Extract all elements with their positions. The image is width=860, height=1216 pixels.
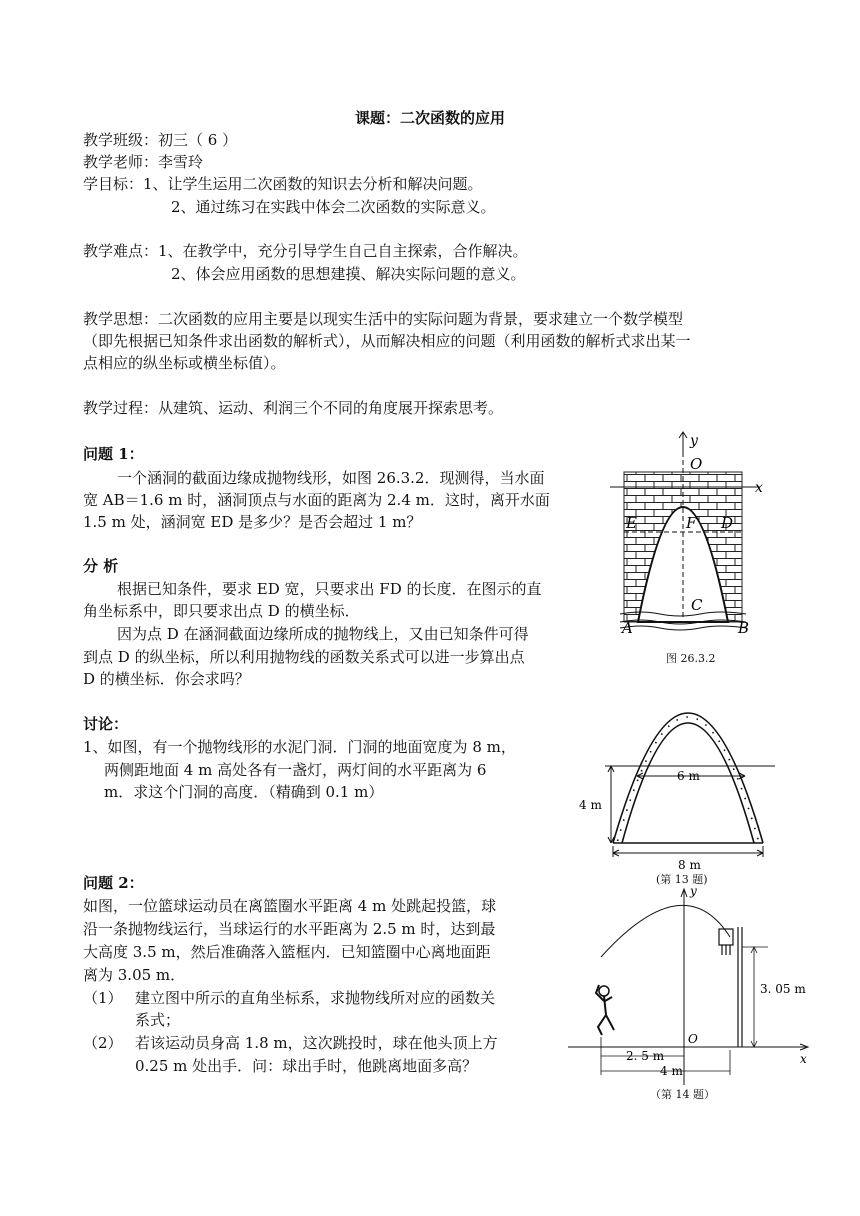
question2-text-1: 若该运动员身高 1.8 m，这次跳投时，球在他头顶上方 (135, 1034, 498, 1052)
problem2-text-1: 如图，一位篮球运动员在离篮圈水平距离 4 m 处跳起投篮，球 (83, 897, 497, 915)
question2-text-2: 0.25 m 处出手．问：球出手时，他跳离地面多高？ (135, 1057, 478, 1075)
culvert-caption: 图 26.3.2 (666, 652, 716, 665)
problem2-text-4: 离为 3.05 m． (83, 966, 186, 984)
process-line: 教学过程：从建筑、运动、利润三个不同的角度展开探索思考。 (83, 399, 504, 417)
question1-text-1: 建立图中所示的直角坐标系，求抛物线所对应的函数关 (135, 989, 496, 1007)
question2-number: （2） (83, 1034, 123, 1052)
distance-2-5-label: 2. 5 m (626, 1049, 665, 1063)
ball-origin-label: O (688, 1032, 698, 1046)
difficulty-line-2: 2、体会应用函数的思想建摸、解决实际问题的意义。 (171, 265, 526, 283)
arch-height-label: 4 m (579, 798, 602, 812)
basketball-figure (568, 885, 813, 1090)
discussion-text-3: m．求这个门洞的高度．（精确到 0.1 m） (104, 783, 384, 801)
analysis-text-4: 到点 D 的纵坐标，所以利用抛物线的函数关系式可以进一步算出点 (83, 648, 525, 666)
culvert-C-label: C (691, 596, 703, 614)
arch-caption: (第 13 题) (656, 873, 708, 886)
discussion-text-2: 两侧距地面 4 m 高处各有一盏灯，两灯间的水平距离为 6 (104, 761, 487, 779)
problem2-text-2: 沿一条抛物线运行，当球运行的水平距离为 2.5 m 时，达到最 (83, 920, 496, 938)
page-title: 课题：二次函数的应用 (354, 109, 505, 127)
culvert-figure (600, 432, 800, 672)
difficulty-line-1: 教学难点：1、在教学中，充分引导学生自己自主探索，合作解决。 (83, 242, 528, 260)
problem1-text-1: 一个涵洞的截面边缘成抛物线形，如图 26.3.2．现测得，当水面 (117, 469, 545, 487)
problem2-heading: 问题 2： (83, 874, 144, 892)
arch-figure (575, 683, 790, 873)
player-figure (596, 985, 614, 1035)
class-line: 教学班级：初三（ 6 ） (83, 131, 238, 149)
basketball-caption: （第 14 题） (650, 1088, 715, 1101)
ball-y-label: y (690, 884, 697, 898)
culvert-E-label: E (626, 514, 637, 532)
idea-line-3: 点相应的纵坐标或横坐标值）。 (83, 354, 286, 372)
culvert-x-label: x (755, 480, 763, 496)
hoop-figure (719, 927, 742, 1047)
culvert-B-label: B (738, 619, 750, 637)
culvert-A-label: A (622, 619, 633, 637)
problem2-text-3: 大高度 3.5 m，然后准确落入篮框内．已知篮圈中心离地面距 (83, 943, 491, 961)
problem1-heading: 问题 1： (83, 445, 144, 463)
analysis-text-3: 因为点 D 在涵洞截面边缘所成的抛物线上，又由已知条件可得 (117, 625, 529, 643)
arch-base-width-label: 8 m (678, 858, 701, 872)
analysis-text-5: D 的横坐标．你会求吗？ (83, 670, 250, 688)
culvert-F-label: F (686, 514, 697, 532)
ball-x-label: x (800, 1052, 807, 1066)
idea-line-1: 教学思想：二次函数的应用主要是以现实生活中的实际问题为背景，要求建立一个数学模型 (83, 310, 684, 328)
culvert-O-label: O (690, 455, 703, 473)
hoop-height-label: 3. 05 m (760, 982, 806, 996)
arch-inner-width-label: 6 m (677, 769, 700, 783)
problem1-text-2: 宽 AB＝1.6 m 时，涵洞顶点与水面的距离为 2.4 m．这时，离开水面 (83, 491, 550, 509)
problem1-text-3: 1.5 m 处，涵洞宽 ED 是多少？是否会超过 1 m？ (83, 513, 422, 531)
culvert-D-label: D (721, 514, 734, 532)
goal-line-2: 2、通过练习在实践中体会二次函数的实际意义。 (171, 198, 496, 216)
analysis-text-2: 角坐标系中，即只要求出点 D 的横坐标． (83, 602, 360, 620)
analysis-text-1: 根据已知条件，要求 ED 宽，只要求出 FD 的长度．在图示的直 (117, 580, 542, 598)
discussion-text-1: 1、如图，有一个抛物线形的水泥门洞．门洞的地面宽度为 8 m， (83, 738, 516, 756)
culvert-y-label: y (690, 433, 698, 449)
question1-number: （1） (83, 989, 123, 1007)
analysis-heading: 分 析 (83, 557, 119, 575)
goal-line-1: 学目标：1、让学生运用二次函数的知识去分析和解决问题。 (83, 175, 483, 193)
discussion-heading: 讨论： (83, 715, 129, 733)
question1-text-2: 系式； (135, 1011, 181, 1029)
distance-4-label: 4 m (660, 1064, 683, 1078)
teacher-line: 教学老师：李雪玲 (83, 153, 204, 171)
idea-line-2: （即先根据已知条件求出函数的解析式），从而解决相应的问题（利用函数的解析式求出某一 (83, 332, 691, 350)
